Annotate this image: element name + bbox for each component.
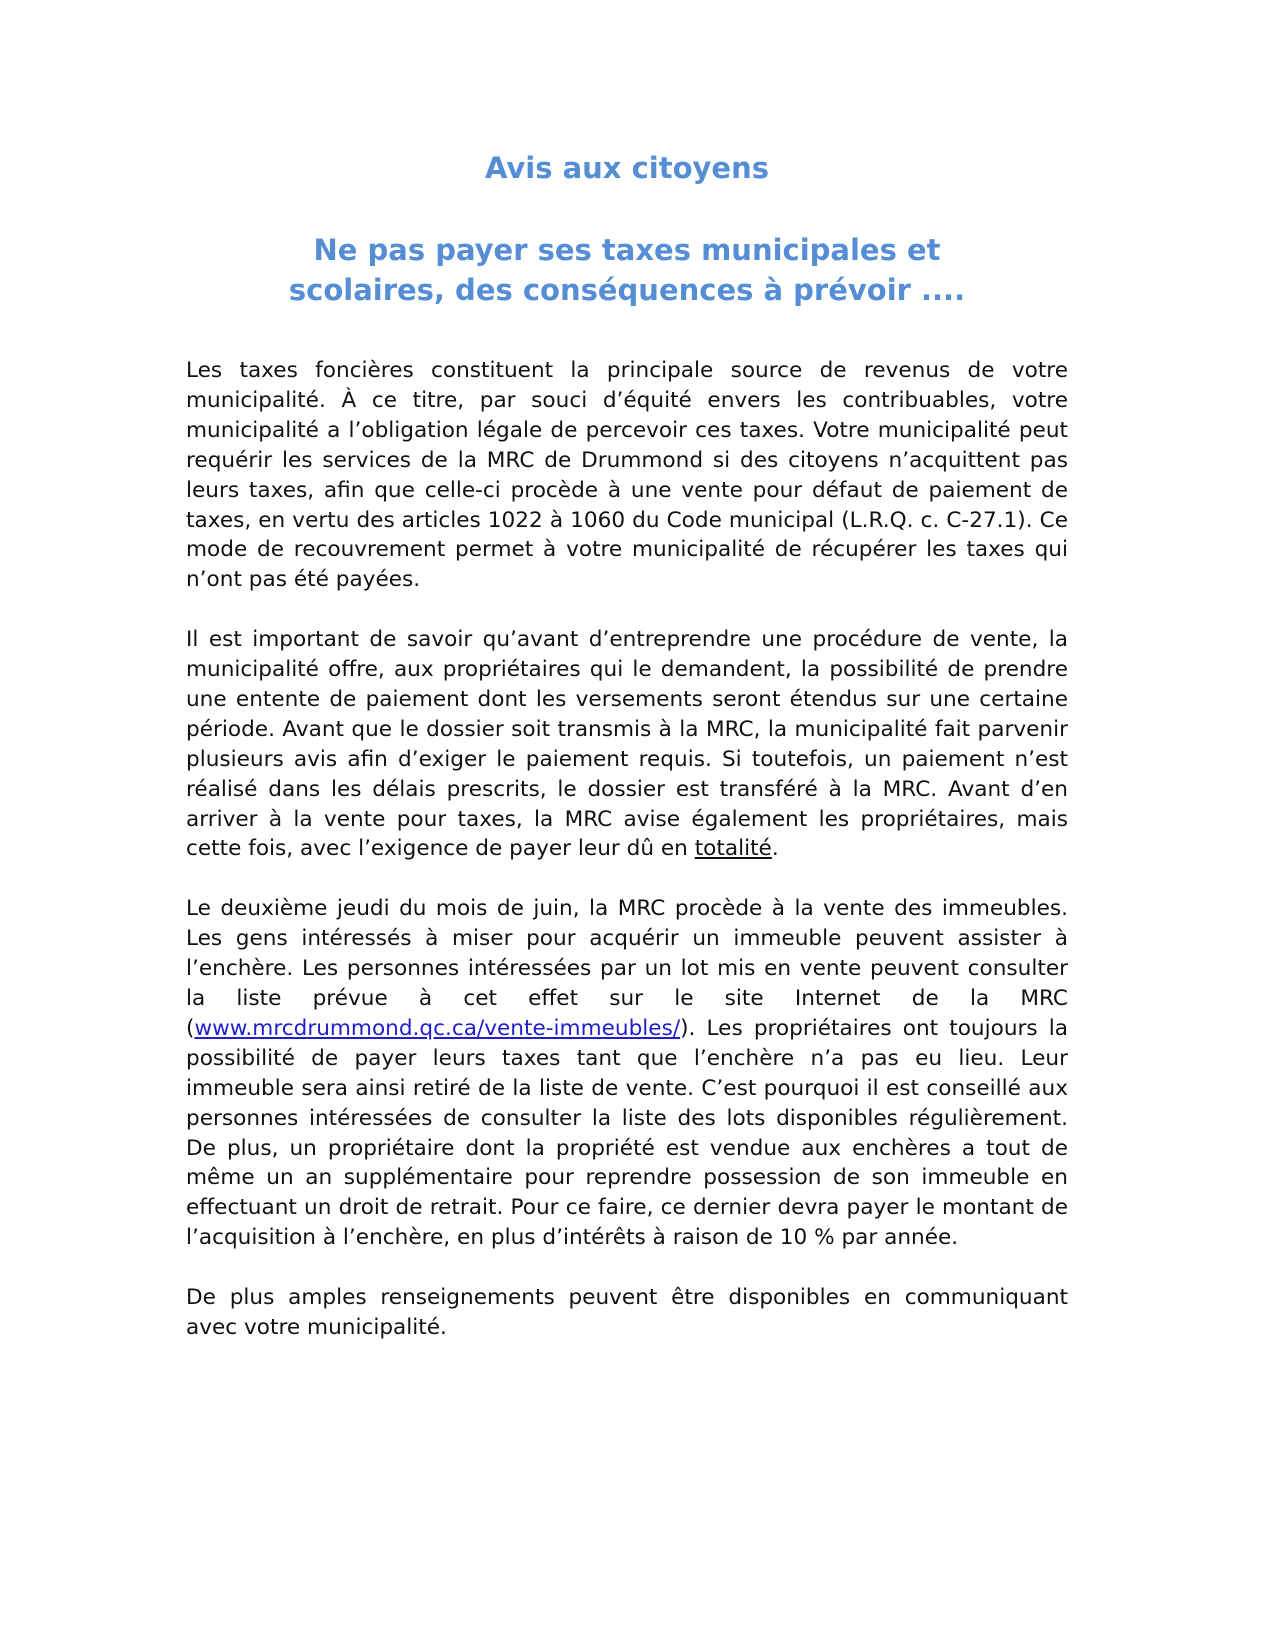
mrc-sale-list-link[interactable]: www.mrcdrummond.qc.ca/vente-immeubles/ bbox=[194, 1015, 681, 1041]
paragraph-text: Le deuxième jeudi du mois de juin, la MRC procède à la vente des immeubles. Les gens intéressés à miser pour acquérir un immeuble peuvent assister à l’enchère. Les personnes intéressées par un lot mis en vente peuvent consulter la liste prévue à cet effet sur le site Internet de la MRC ( bbox=[186, 896, 1068, 1041]
paragraph-text: Il est important de savoir qu’avant d’entreprendre une procédure de vente, la municipalité offre, aux propriétaires qui le demandent, la possibilité de prendre une entente de paiement dont les versements seront étendus sur une certaine période. Avant que le dossier soit transmis à la MRC, la municipalité fait parvenir plusieurs avis afin d’exiger le paiement requis. Si toutefois, un paiement n’est réalisé dans les délais prescrits, le dossier est transféré à la MRC. Avant d’en arriver à la vente pour taxes, la MRC avise également les propriétaires, mais cette fois, avec l’exigence de payer leur dû en bbox=[186, 627, 1068, 862]
document-subheading bbox=[186, 230, 1068, 310]
paragraph-text-end: ). Les propriétaires ont toujours la possibilité de payer leurs taxes tant que l’enchère n’a pas eu lieu. Leur immeuble sera ainsi retiré de la liste de vente. C’est pourquoi il est conseillé aux personnes intéressées de consulter la liste des lots disponibles régulièrement. De plus, un propriétaire dont la propriété est vendue aux enchères a tout de même un an supplémentaire pour reprendre possession de son immeuble en effectuant un droit de retrait. Pour ce faire, ce dernier devra payer le montant de l’acquisition à l’enchère, en plus d’intérêts à raison de 10 % par année. bbox=[186, 1015, 1068, 1251]
underlined-word-totalite: totalité bbox=[694, 836, 772, 862]
subheading-line-2: scolaires, des conséquences à prévoir .... bbox=[288, 273, 966, 307]
paragraph-text-end: . bbox=[771, 836, 779, 862]
subheading-line-1: Ne pas payer ses taxes municipales et bbox=[313, 233, 941, 267]
paragraph-tax-revenue: Les taxes foncières constituent la principale source de revenus de votre municipalité. À ce titre, par souci d’équité envers les contribuables, votre municipalité a l’obligation légale de percevoir ces taxes. Votre municipalité peut requérir les services de la MRC de Drummond si des citoyens n’acquittent pas leurs taxes, afin que celle-ci procède à une vente pour défaut de paiement de taxes, en vertu des articles 1022 à 1060 du Code municipal (L.R.Q. c. C-27.1). Ce mode de recouvrement permet à votre municipalité de récupérer les taxes qui n’ont pas été payées. bbox=[186, 358, 1068, 593]
paragraph-payment-agreement bbox=[186, 625, 1068, 864]
document-heading: Avis aux citoyens bbox=[484, 151, 770, 185]
document-body bbox=[186, 356, 1068, 1343]
paragraph-more-info: De plus amples renseignements peuvent être disponibles en communiquant avec votre municipalité. bbox=[186, 1285, 1068, 1340]
paragraph-auction-sale bbox=[186, 894, 1068, 1253]
